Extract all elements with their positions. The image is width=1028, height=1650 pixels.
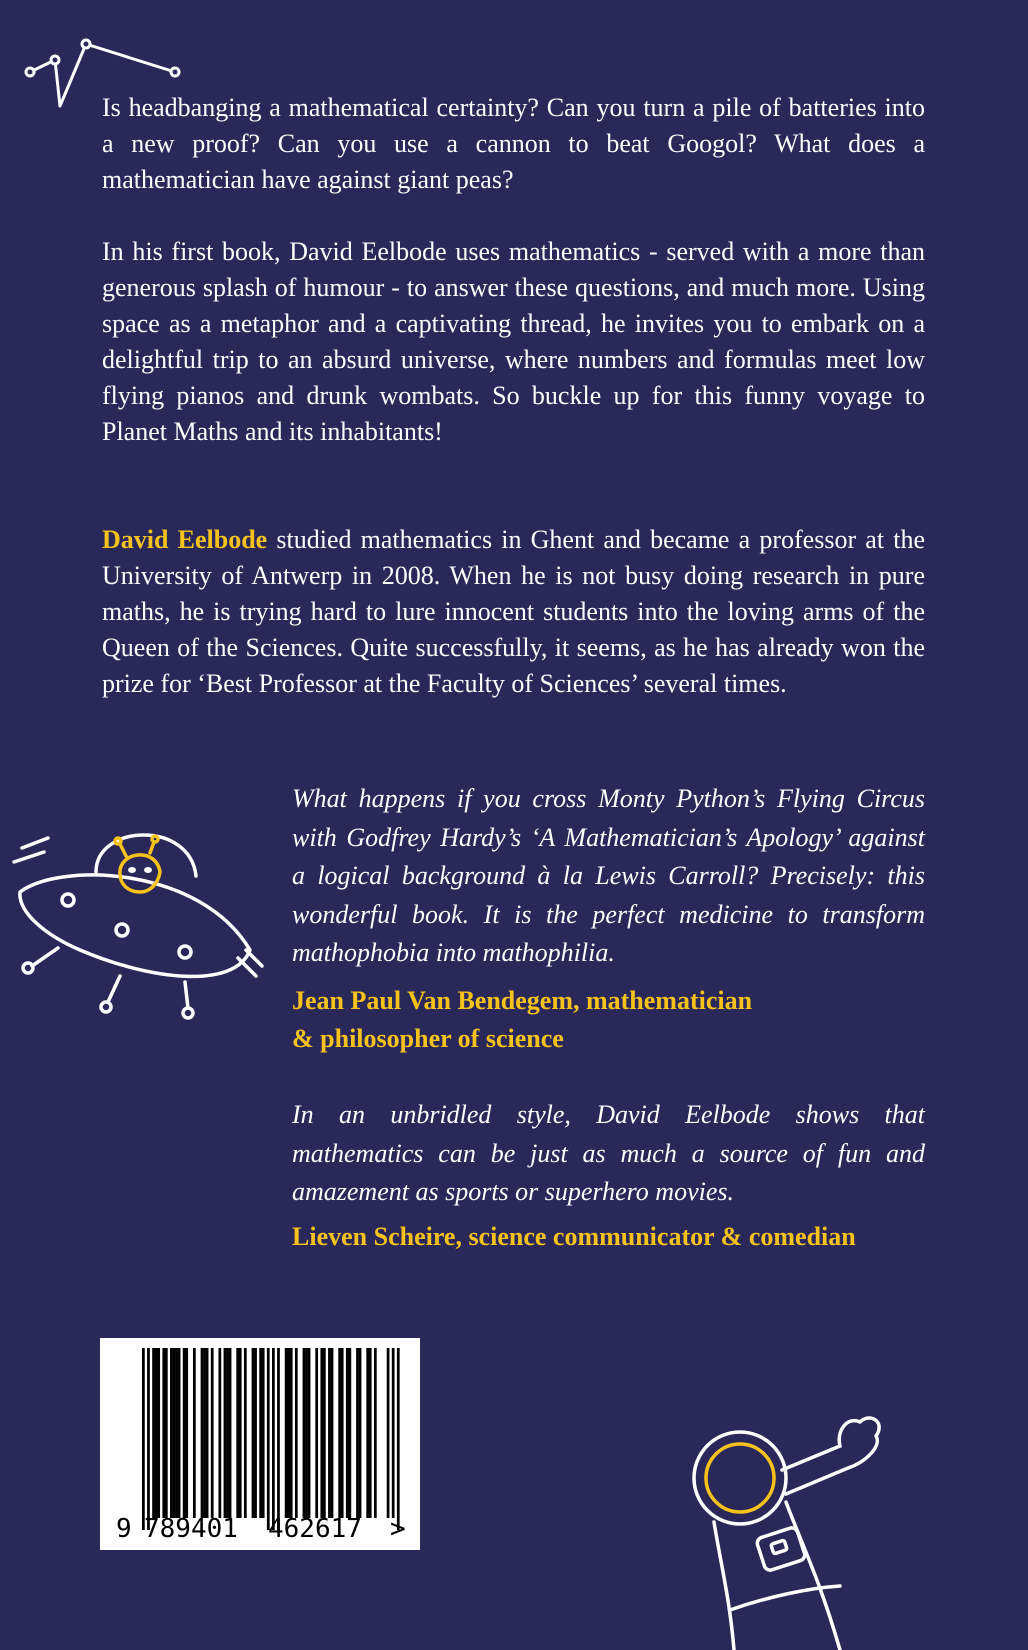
quote-2-attribution: Lieven Scheire, science communicator & comedian xyxy=(292,1222,856,1251)
barcode-bar xyxy=(320,1348,323,1518)
barcode-bar xyxy=(229,1348,232,1518)
barcode-bar xyxy=(185,1348,188,1518)
barcode-bar xyxy=(356,1348,359,1518)
barcode-bar xyxy=(175,1348,178,1518)
barcode-bar xyxy=(387,1348,390,1518)
quote-1-attribution-line1: Jean Paul Van Bendegem, mathematician xyxy=(292,986,753,1015)
quote-1-text: What happens if you cross Monty Python’s Flying Circus with Godfrey Hardy’s ‘A Mathematician’s Apology’ against a logical background à la Lewis Carroll? Precisely: this wonderful book. It is the perfect medicine to transform mathophobia into mathophilia. xyxy=(292,784,925,967)
author-name: David Eelbode xyxy=(102,525,268,554)
barcode-bar xyxy=(206,1348,209,1518)
barcode-bar xyxy=(397,1348,400,1530)
barcode-bar xyxy=(155,1348,158,1518)
quote-1-attribution-line2: & philosopher of science xyxy=(292,1024,564,1053)
barcode-bar xyxy=(183,1348,186,1518)
barcode-bar xyxy=(147,1348,150,1530)
barcode-bar xyxy=(305,1348,308,1518)
barcode-bar xyxy=(315,1348,318,1518)
barcode-bar xyxy=(218,1348,221,1518)
barcode-bar xyxy=(287,1348,290,1518)
barcode-bar xyxy=(211,1348,214,1518)
barcode-bar xyxy=(369,1348,372,1518)
author-bio-paragraph xyxy=(102,522,925,702)
barcode-bar xyxy=(244,1348,247,1518)
barcode-bar xyxy=(226,1348,229,1518)
barcode-bar xyxy=(239,1348,242,1518)
barcode-bar xyxy=(338,1348,341,1518)
barcode-bar xyxy=(290,1348,293,1518)
barcode-bar xyxy=(272,1348,275,1530)
barcode-bar xyxy=(331,1348,334,1518)
barcode-bar xyxy=(359,1348,362,1518)
barcode-bar xyxy=(323,1348,326,1518)
barcode-bar xyxy=(254,1348,257,1518)
ufo-alien-icon xyxy=(0,800,280,1040)
barcode-bar xyxy=(259,1348,262,1518)
barcode-left-group: 789401 xyxy=(144,1514,238,1544)
barcode-bar xyxy=(157,1348,160,1518)
intro-paragraph: Is headbanging a mathematical certainty? Can you turn a pile of batteries into a new proof? Can you use a cannon to beat Googol? What does a mathematician have against giant peas? xyxy=(102,93,925,194)
barcode-bar xyxy=(392,1348,395,1518)
author-bio-text: studied mathematics in Ghent and became a professor at the University of Antwerp in 2008. When he is not busy doing research in pure maths, he is trying hard to lure innocent students into the loving arms of the Queen of the Sciences. Quite successfully, it seems, as he has already won the prize for ‘Best Professor at the Faculty of Sciences’ several times. xyxy=(102,525,925,698)
astronaut-icon xyxy=(690,1410,910,1650)
barcode-bar xyxy=(262,1348,265,1518)
barcode-bar xyxy=(341,1348,344,1518)
summary-paragraph: In his first book, David Eelbode uses mathematics - served with a more than generous splash of humour - to answer these questions, and much more. Using space as a metaphor and a captivating thread, he invites you to embark on a delightful trip to an absurd universe, where numbers and formulas meet low flying pianos and drunk wombats. So buckle up for this funny voyage to Planet Maths and its inhabitants! xyxy=(102,237,925,446)
quote-2-text: In an unbridled style, David Eelbode shows that mathematics can be just as much a source of fun and amazement as sports or superhero movies. xyxy=(292,1100,925,1206)
barcode-arrow: > xyxy=(390,1514,406,1544)
isbn-barcode xyxy=(100,1338,420,1550)
barcode-bar xyxy=(201,1348,204,1518)
barcode-bar xyxy=(236,1348,239,1518)
barcode-bar xyxy=(348,1348,351,1518)
barcode-bar xyxy=(295,1348,298,1518)
barcode-bar xyxy=(252,1348,255,1518)
barcode-bar xyxy=(178,1348,181,1518)
barcode-bar xyxy=(203,1348,206,1518)
barcode-bar xyxy=(366,1348,369,1518)
barcode-bar xyxy=(170,1348,173,1518)
barcode-bar xyxy=(162,1348,165,1518)
barcode-bar xyxy=(193,1348,196,1518)
barcode-bar xyxy=(267,1348,270,1530)
barcode-bar xyxy=(152,1348,155,1518)
barcode-bar xyxy=(308,1348,311,1518)
barcode-bar xyxy=(173,1348,176,1518)
barcode-bar xyxy=(346,1348,349,1518)
barcode-first-digit: 9 xyxy=(116,1514,132,1544)
barcode-bar xyxy=(165,1348,168,1518)
barcode-bar xyxy=(142,1348,145,1530)
barcode-bar xyxy=(374,1348,377,1518)
barcode-bar xyxy=(328,1348,331,1518)
barcode-right-group: 462617 xyxy=(268,1514,362,1544)
barcode-bar xyxy=(285,1348,288,1518)
barcode-bar xyxy=(303,1348,306,1518)
barcode-bar xyxy=(224,1348,227,1518)
barcode-bar xyxy=(277,1348,280,1530)
